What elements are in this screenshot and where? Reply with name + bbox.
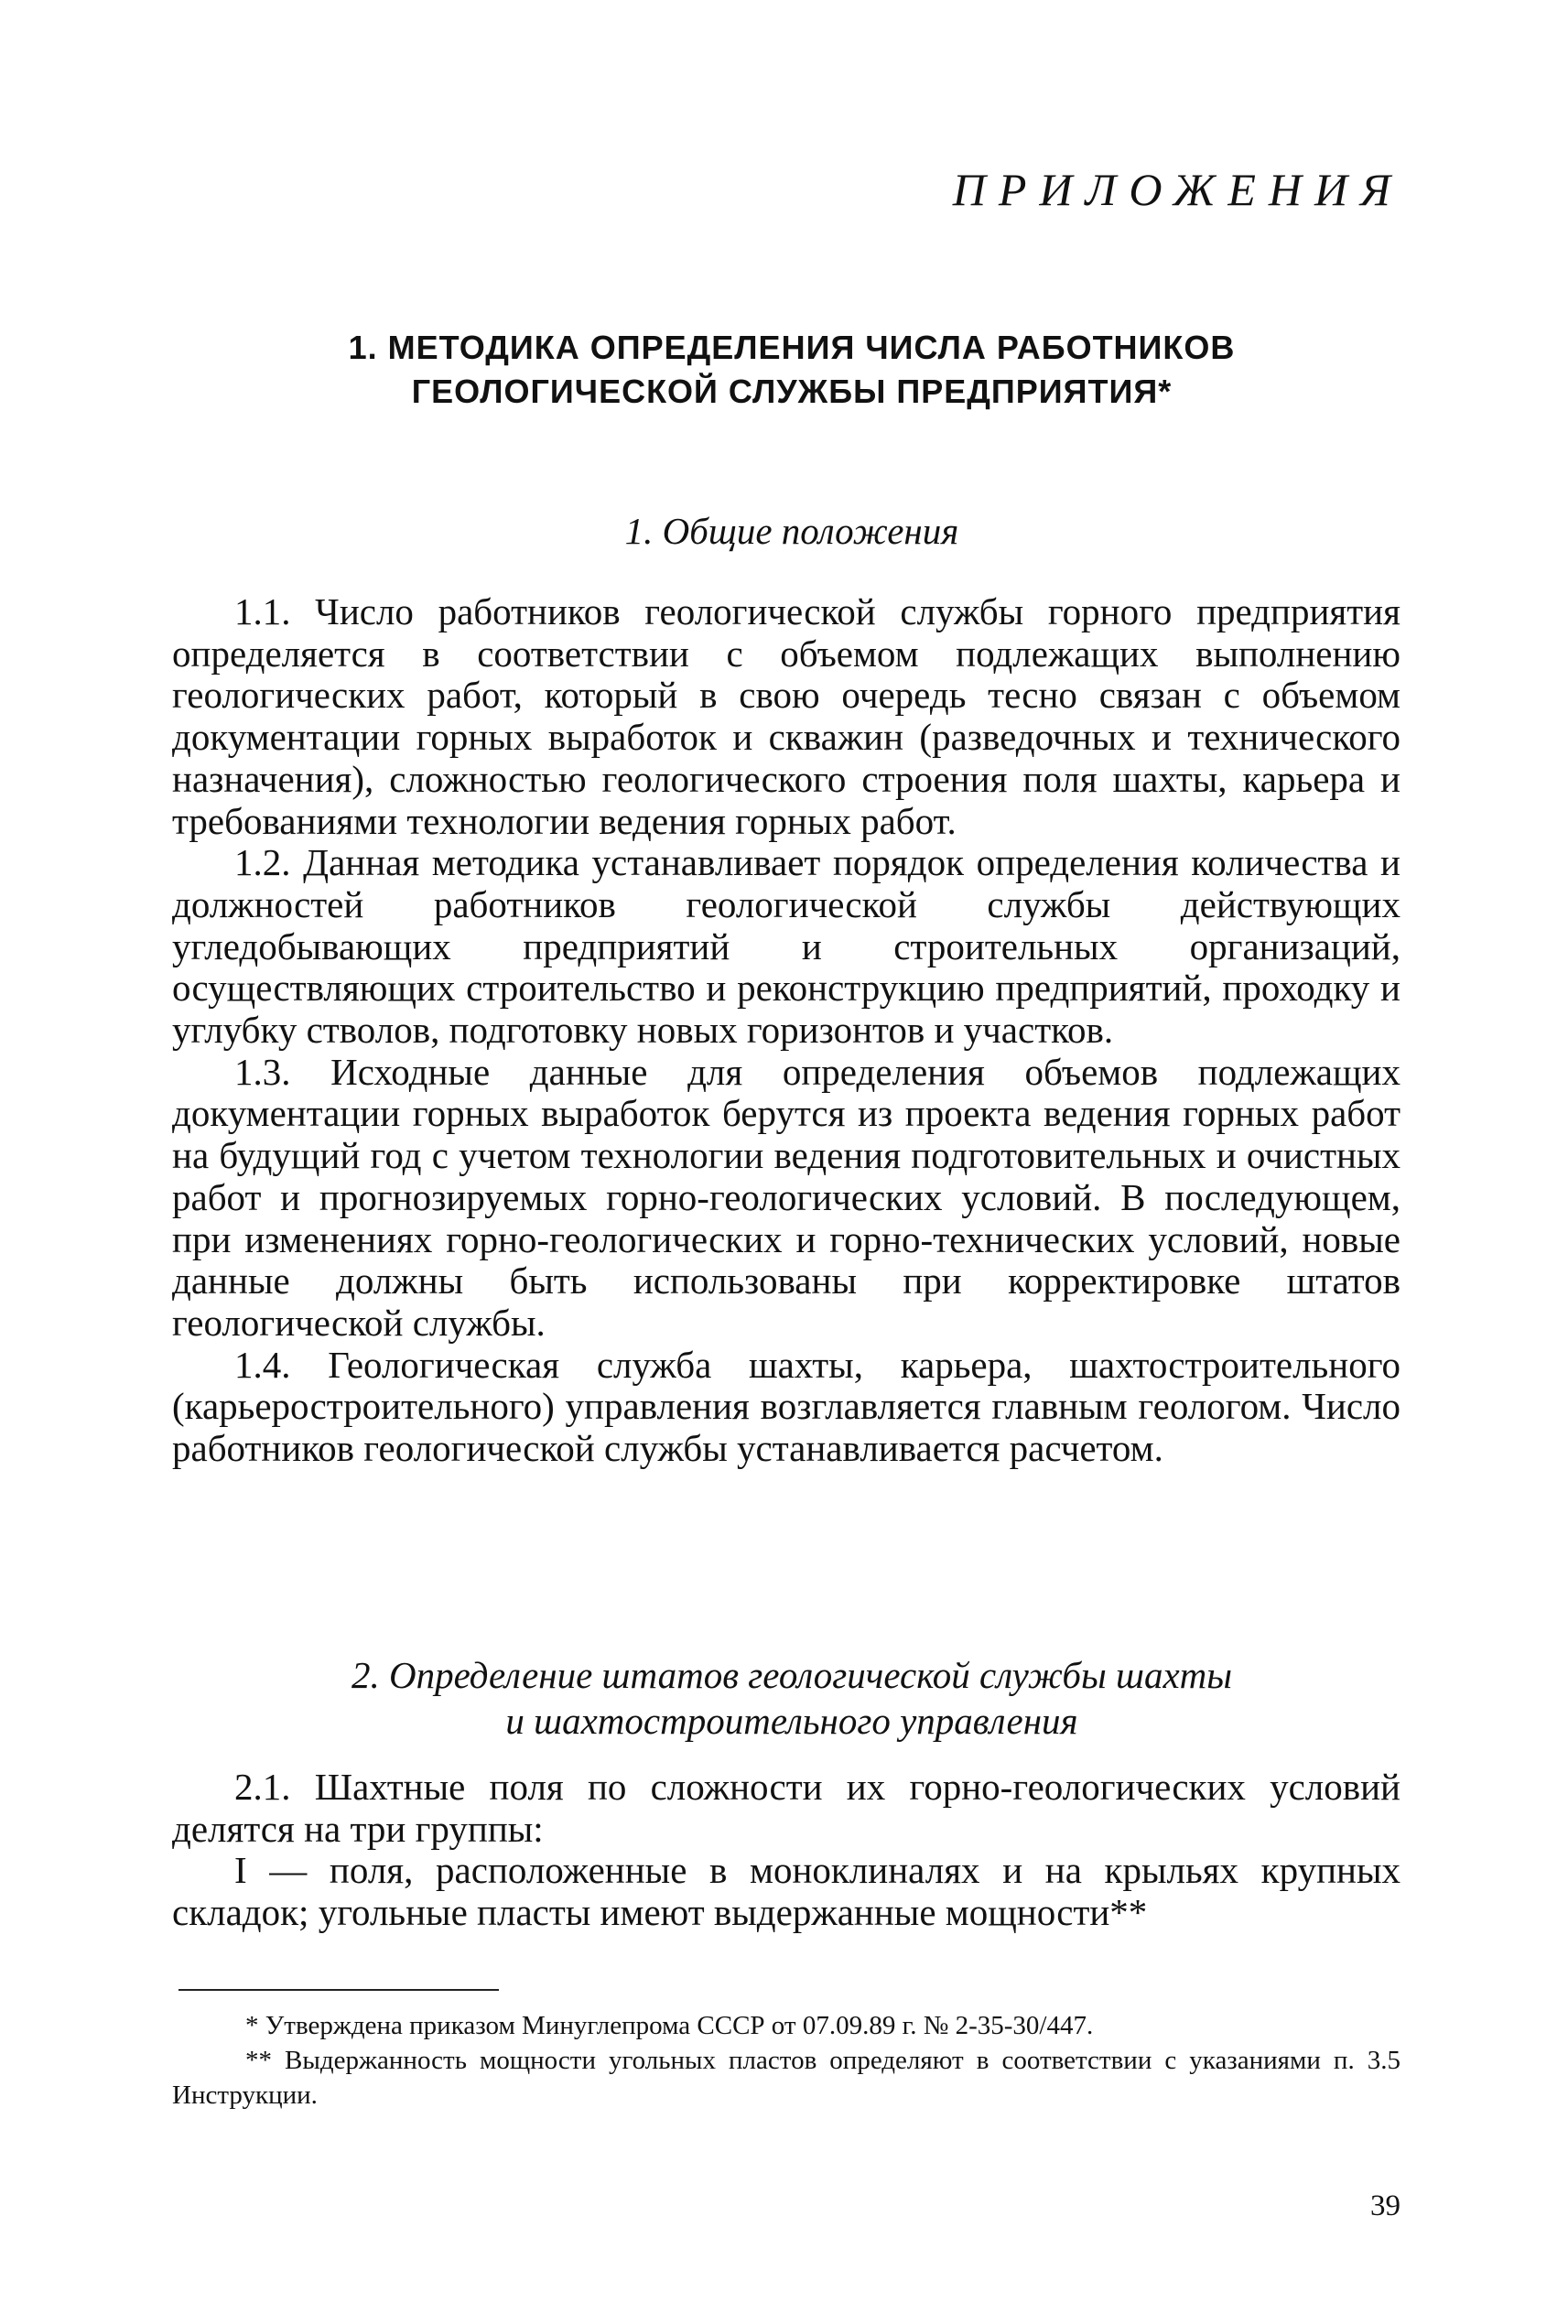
chapter-title-line-2: ГЕОЛОГИЧЕСКОЙ СЛУЖБЫ ПРЕДПРИЯТИЯ* [411, 373, 1173, 410]
section-1-body [172, 591, 1400, 1470]
footnote-2: ** Выдержанность мощности угольных пластов определяют в соответствии с указаниями п. 3.5 Инструкции. [172, 2046, 1400, 2110]
running-head: ПРИЛОЖЕНИЯ [952, 164, 1403, 215]
paragraph-1-1: 1.1. Число работников геологической службы горного предприятия определяется в соответствии с объемом подлежащих выполнению геологических работ, который в свою очередь тесно связан с объемом документации горных выработок и скважин (разведочных и технического назначения), сложностью геологического строения поля шахты, карьера и требованиями технологии ведения горных работ. [172, 590, 1400, 842]
section-1-title: 1. Общие положения [624, 510, 959, 552]
paragraph-1-2: 1.2. Данная методика устанавливает порядок определения количества и должностей работников геологической службы действующих угледобывающих предприятий и строительных организаций, осуществляющих строительство и реконструкцию предприятий, проходку и углубку стволов, подготовку новых горизонтов и участков. [172, 841, 1400, 1052]
section-2-body [172, 1767, 1400, 1934]
section-2-title-line-1: 2. Определение штатов геологической службы шахты [351, 1654, 1233, 1696]
paragraph-1-4: 1.4. Геологическая служба шахты, карьера, шахтостроительного (карьеростроительного) управления возглавляется главным геологом. Число работников геологической службы устанавливается расчетом. [172, 1343, 1400, 1470]
section-2-title [183, 1652, 1400, 1744]
footnote-1: * Утверждена приказом Минуглепрома СССР от 07.09.89 г. № 2-35-30/447. [245, 2011, 1094, 2040]
footnote-divider [178, 1989, 499, 1991]
paragraph-1-3: 1.3. Исходные данные для определения объемов подлежащих документации горных выработок берутся из проекта ведения горных работ на будущий год с учетом технологии ведения подготовительных и очистных работ и прогнозируемых горно-геологических условий. В последующем, при изменениях горно-геологических и горно-технических условий, новые данные должны быть использованы при корректировке штатов геологической службы. [172, 1050, 1400, 1344]
chapter-title-line-1: 1. МЕТОДИКА ОПРЕДЕЛЕНИЯ ЧИСЛА РАБОТНИКОВ [348, 329, 1236, 366]
group-1-description: I — поля, расположенные в моноклиналях и на крыльях крупных складок; угольные пласты имеют выдержанные мощности** [172, 1849, 1400, 1934]
footnotes [172, 2008, 1400, 2113]
section-2-title-line-2: и шахтостроительного управления [505, 1700, 1078, 1742]
paragraph-2-1: 2.1. Шахтные поля по сложности их горно-геологических условий делятся на три группы: [172, 1766, 1400, 1850]
chapter-title [183, 326, 1400, 414]
page-number: 39 [1370, 2189, 1400, 2222]
